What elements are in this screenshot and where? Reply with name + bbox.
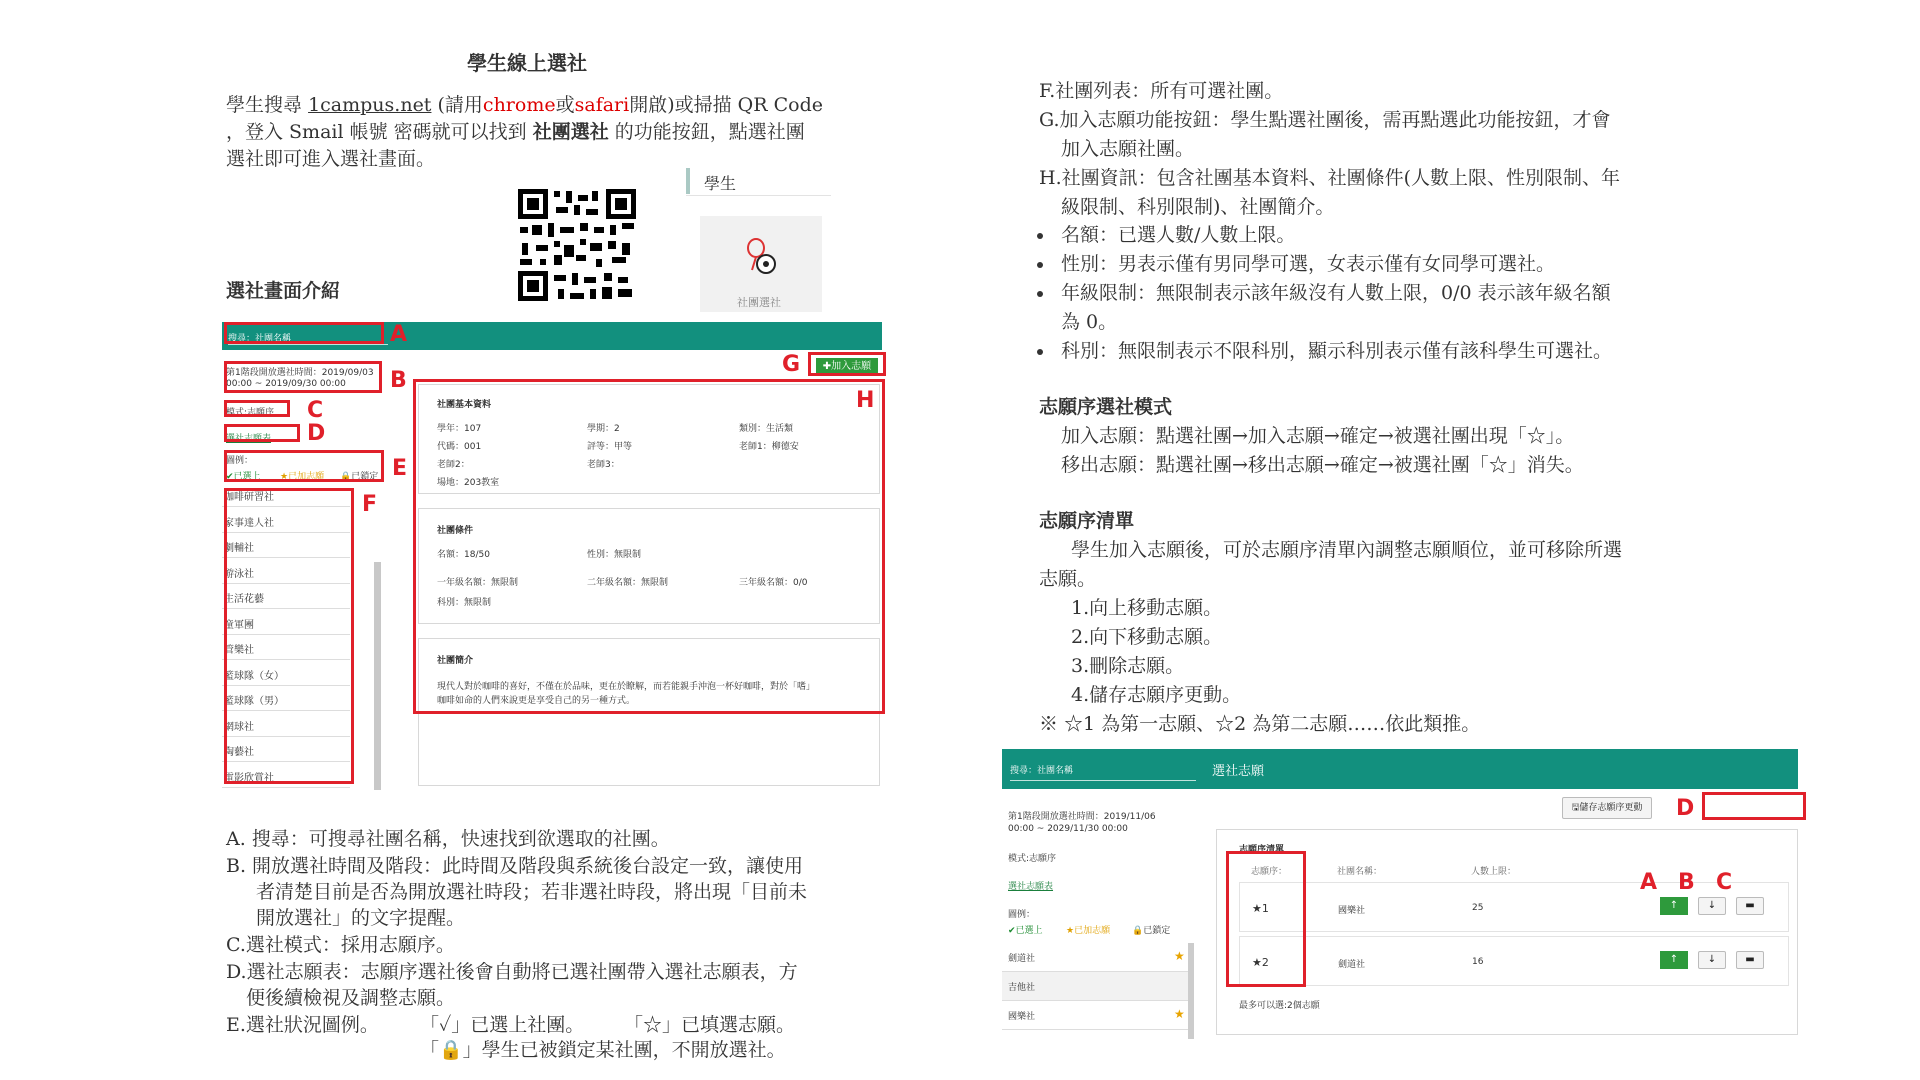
period-text: 第1階段開放選社時間：2019/11/06 xyxy=(1008,812,1156,822)
highlight-rank-column xyxy=(1226,851,1306,987)
section-title-intro: 選社畫面介紹 xyxy=(226,280,341,302)
wishlist-link[interactable]: 選社志願表 xyxy=(226,434,272,444)
intro-line-2 xyxy=(226,119,805,146)
limit-cell: 16 xyxy=(1472,957,1484,967)
label-d2: D xyxy=(1676,796,1695,821)
list-section-title: 志願序清單 xyxy=(1039,510,1135,532)
cond-field: 科別：無限制 xyxy=(437,598,492,608)
wishlist-header: 選社志願 xyxy=(1212,764,1265,779)
basic-field: 評等：甲等 xyxy=(587,442,633,452)
cond-field: 三年級名額：0/0 xyxy=(739,578,808,588)
note-e2: 「✓」已選上社團。 xyxy=(420,1014,585,1036)
legend-selected: ✔已選上 xyxy=(1008,926,1043,936)
highlight-h xyxy=(413,379,885,714)
basic-field: 場地：203教室 xyxy=(437,478,500,488)
note-d1: D.選社志願表：志願序選社後會自動將已選社團帶入選社志願表，方 xyxy=(226,961,798,983)
club-name: 吉他社 xyxy=(1008,983,1036,993)
delete-button[interactable]: ▬ xyxy=(1736,897,1764,915)
move-down-button[interactable]: ↓ xyxy=(1698,897,1726,915)
list-item[interactable]: 家事達人社 xyxy=(222,508,350,533)
star-icon: ★ xyxy=(1174,949,1185,963)
step-3: 3.刪除志願。 xyxy=(1071,655,1185,677)
list-item[interactable]: 咖啡研習社 xyxy=(222,482,350,507)
basic-field: 老師3： xyxy=(587,460,620,470)
club-name: 劍道社 xyxy=(1008,954,1036,964)
note-h2: 級限制、科別限制)、社團簡介。 xyxy=(1061,196,1335,218)
rank-cell: ★2 xyxy=(1252,956,1269,969)
highlight-b xyxy=(224,361,382,393)
bullet-dot xyxy=(1037,233,1043,239)
name-cell: 國樂社 xyxy=(1338,906,1366,916)
bullet-3: 年級限制：無限制表示該年級沒有人數上限，0/0 表示該年級名額 xyxy=(1061,282,1611,304)
bullet-1: 名額：已選人數/人數上限。 xyxy=(1061,224,1296,246)
student-header: 學生 xyxy=(704,174,737,193)
cond-title: 社團條件 xyxy=(437,526,474,536)
note-a: A. 搜尋：可搜尋社團名稱，快速找到欲選取的社團。 xyxy=(226,828,670,850)
list-para-1: 學生加入志願後，可於志願序清單內調整志願順位，並可移除所選 xyxy=(1071,539,1623,561)
highlight-d xyxy=(224,424,300,442)
chrome-text: chrome xyxy=(482,94,556,116)
sports-ball-icon xyxy=(742,236,778,276)
limit-cell: 25 xyxy=(1472,903,1484,913)
club-name: 國樂社 xyxy=(1008,1012,1036,1022)
legend-selected: ✔已選上 xyxy=(226,472,261,482)
label-e: E xyxy=(392,456,408,481)
period-text-2: 00:00 ~ 2029/11/30 00:00 xyxy=(1008,824,1128,834)
highlight-save xyxy=(1702,792,1806,820)
label-b: B xyxy=(390,368,407,393)
list-item[interactable]: 劇輔社 xyxy=(222,533,350,558)
qr-code-icon xyxy=(518,189,636,301)
move-up-button[interactable]: ↑ xyxy=(1660,951,1688,969)
list-item[interactable]: 童軍團 xyxy=(222,610,350,635)
note-e1: E.選社狀況圖例。 xyxy=(226,1014,379,1036)
table-row xyxy=(1239,936,1789,986)
student-panel xyxy=(686,168,831,318)
mode-line-1: 加入志願：點選社團→加入志願→確定→被選社團出現「☆」。 xyxy=(1061,425,1575,447)
list-item[interactable]: 陶藝社 xyxy=(222,737,350,762)
note-g1: G.加入志願功能按鈕：學生點選社團後，需再點選此功能按鈕，才會 xyxy=(1039,109,1611,131)
search-input[interactable]: 搜尋：社團名稱 xyxy=(228,331,388,345)
bullet-3-cont: 為 0。 xyxy=(1061,311,1118,333)
label-b2: B xyxy=(1678,870,1695,895)
intro-url-link[interactable]: 1campus.net xyxy=(308,94,432,116)
move-up-button[interactable]: ↑ xyxy=(1660,897,1688,915)
scrollbar[interactable] xyxy=(1188,943,1194,1039)
desc-title: 社團簡介 xyxy=(437,656,474,666)
list-item[interactable]: 生活花藝 xyxy=(222,584,350,609)
intro-text: 或 xyxy=(555,94,575,116)
basic-field: 老師2： xyxy=(437,460,470,470)
mode-text: 模式:志願序 xyxy=(1008,854,1057,864)
name-cell: 劍道社 xyxy=(1338,960,1366,970)
bullet-dot xyxy=(1037,262,1043,268)
highlight-c xyxy=(224,400,290,417)
wishlist-footer: 最多可以選:2個志願 xyxy=(1239,1001,1320,1011)
basic-field: 類別：生活類 xyxy=(739,424,794,434)
wishlist-title: 志願序清單 xyxy=(1239,845,1285,855)
list-para-2: 志願。 xyxy=(1039,568,1097,590)
join-wish-button[interactable]: ✚加入志願 xyxy=(816,358,878,376)
list-item[interactable] xyxy=(1002,943,1188,972)
basic-field: 學期：2 xyxy=(587,424,620,434)
col-rank: 志願序： xyxy=(1251,867,1288,877)
cond-field: 名額：18/50 xyxy=(437,550,490,560)
label-a: A xyxy=(390,322,408,347)
delete-button[interactable]: ▬ xyxy=(1736,951,1764,969)
legend-added: ★已加志願 xyxy=(1066,926,1111,936)
period-text: 第1階段開放選社時間：2019/09/03 xyxy=(226,368,374,378)
mode-line-2: 移出志願：點選社團→移出志願→確定→被選社團「☆」消失。 xyxy=(1061,454,1584,476)
intro-text: 的功能按鈕，點選社團 xyxy=(614,121,805,143)
note-e3: 「☆」已填選志願。 xyxy=(624,1014,796,1036)
bullet-dot xyxy=(1037,291,1043,297)
legend-locked: 🔒已鎖定 xyxy=(340,472,379,482)
bullet-4: 科別：無限制表示不限科別，顯示科別表示僅有該科學生可選社。 xyxy=(1061,340,1613,362)
list-item[interactable]: 網球社 xyxy=(222,712,350,737)
intro-text: 開啟)或掃描 QR Code xyxy=(629,94,823,116)
highlight-g xyxy=(808,352,886,376)
basic-field: 學年：107 xyxy=(437,424,482,434)
basic-field: 代碼：001 xyxy=(437,442,482,452)
label-g: G xyxy=(782,352,801,377)
cond-field: 二年級名額：無限制 xyxy=(587,578,669,588)
list-item[interactable]: 游泳社 xyxy=(222,559,350,584)
rank-cell: ★1 xyxy=(1252,902,1269,915)
list-item[interactable]: 籃球隊（女） xyxy=(222,661,350,686)
mode-section-title: 志願序選社模式 xyxy=(1039,396,1173,418)
label-a2: A xyxy=(1640,870,1658,895)
safari-text: safari xyxy=(574,94,630,116)
club-select-app-button[interactable] xyxy=(700,216,822,312)
list-item[interactable]: 管樂社 xyxy=(222,635,350,660)
intro-line-3: 選社即可進入選社畫面。 xyxy=(226,148,436,170)
desc-text: 咖啡如命的人們來說更是享受自己的另一種方式。 xyxy=(437,696,636,706)
cond-field: 性別：無限制 xyxy=(587,550,642,560)
legend-title: 圖例： xyxy=(226,456,254,466)
intro-text: 學生搜尋 xyxy=(226,94,303,116)
desc-text: 現代人對於咖啡的喜好，不僅在於品味，更在於瞭解，而若能親手沖泡一杯好咖啡，對於「嗜」 xyxy=(437,682,816,692)
note-d2: 便後續檢視及調整志願。 xyxy=(246,987,456,1009)
label-c2: C xyxy=(1716,870,1733,895)
bullet-dot xyxy=(1037,349,1043,355)
move-down-button[interactable]: ↓ xyxy=(1698,951,1726,969)
list-item[interactable] xyxy=(1002,972,1188,1001)
intro-bold: 社團選社 xyxy=(532,121,609,143)
note-c: C.選社模式：採用志願序。 xyxy=(226,934,455,956)
col-name: 社團名稱： xyxy=(1337,867,1383,877)
legend-title: 圖例： xyxy=(1008,910,1036,920)
rank-note: ※ ☆1 為第一志願、☆2 為第二志願……依此類推。 xyxy=(1039,713,1481,735)
highlight-e xyxy=(224,450,384,482)
note-e4: 「🔒」學生已被鎖定某社團，不開放選社。 xyxy=(420,1039,786,1061)
label-c: C xyxy=(307,398,324,423)
note-g2: 加入志願社團。 xyxy=(1061,138,1195,160)
scrollbar-thumb[interactable] xyxy=(374,562,381,790)
step-4: 4.儲存志願序更動。 xyxy=(1071,684,1242,706)
basic-field: 老師1：柳德安 xyxy=(739,442,799,452)
save-icon: 🖫 xyxy=(1571,803,1580,813)
club-list xyxy=(1002,943,1194,1039)
col-limit: 人數上限： xyxy=(1471,867,1517,877)
intro-text: (請用 xyxy=(437,94,483,116)
list-item[interactable] xyxy=(1002,1001,1188,1030)
label-f: F xyxy=(362,492,378,517)
search-input[interactable]: 搜尋：社團名稱 xyxy=(1010,763,1196,781)
legend-added: ★已加志願 xyxy=(280,472,325,482)
cond-field: 一年級名額：無限制 xyxy=(437,578,519,588)
highlight-a xyxy=(224,322,384,344)
basic-title: 社團基本資料 xyxy=(437,400,492,410)
save-order-button[interactable] xyxy=(1562,797,1652,819)
club-select-label: 社團選社 xyxy=(737,296,781,309)
legend-locked: 🔒已鎖定 xyxy=(1132,926,1171,936)
period-text-2: 00:00 ~ 2019/09/30 00:00 xyxy=(226,379,346,389)
star-icon: ★ xyxy=(1174,1007,1185,1021)
highlight-f xyxy=(224,488,354,784)
note-b1: B. 開放選社時間及階段：此時間及階段與系統後台設定一致，讓使用 xyxy=(226,855,804,877)
list-item[interactable]: 籃球隊（男） xyxy=(222,686,350,711)
mode-text: 模式:志願序 xyxy=(226,408,275,418)
intro-text: ，登入 Smail 帳號 密碼就可以找到 xyxy=(226,121,527,143)
save-order-label: 儲存志願序更動 xyxy=(1579,803,1643,813)
wishlist-link[interactable]: 選社志願表 xyxy=(1008,882,1054,892)
list-item[interactable]: 電影欣賞社 xyxy=(222,763,350,788)
intro-line-1 xyxy=(226,92,823,119)
step-1: 1.向上移動志願。 xyxy=(1071,597,1223,619)
note-h1: H.社團資訊：包含社團基本資料、社團條件(人數上限、性別限制、年 xyxy=(1039,167,1621,189)
label-d: D xyxy=(307,421,326,446)
note-f: F.社團列表：所有可選社團。 xyxy=(1039,80,1284,102)
table-row xyxy=(1239,882,1789,932)
label-h: H xyxy=(856,388,875,413)
note-b3: 開放選社」的文字提醒。 xyxy=(256,907,466,929)
step-2: 2.向下移動志願。 xyxy=(1071,626,1223,648)
page-title: 學生線上選社 xyxy=(467,51,587,75)
bullet-2: 性別：男表示僅有男同學可選，女表示僅有女同學可選社。 xyxy=(1061,253,1556,275)
note-b2: 者清楚目前是否為開放選社時段；若非選社時段，將出現「目前未 xyxy=(256,881,808,903)
